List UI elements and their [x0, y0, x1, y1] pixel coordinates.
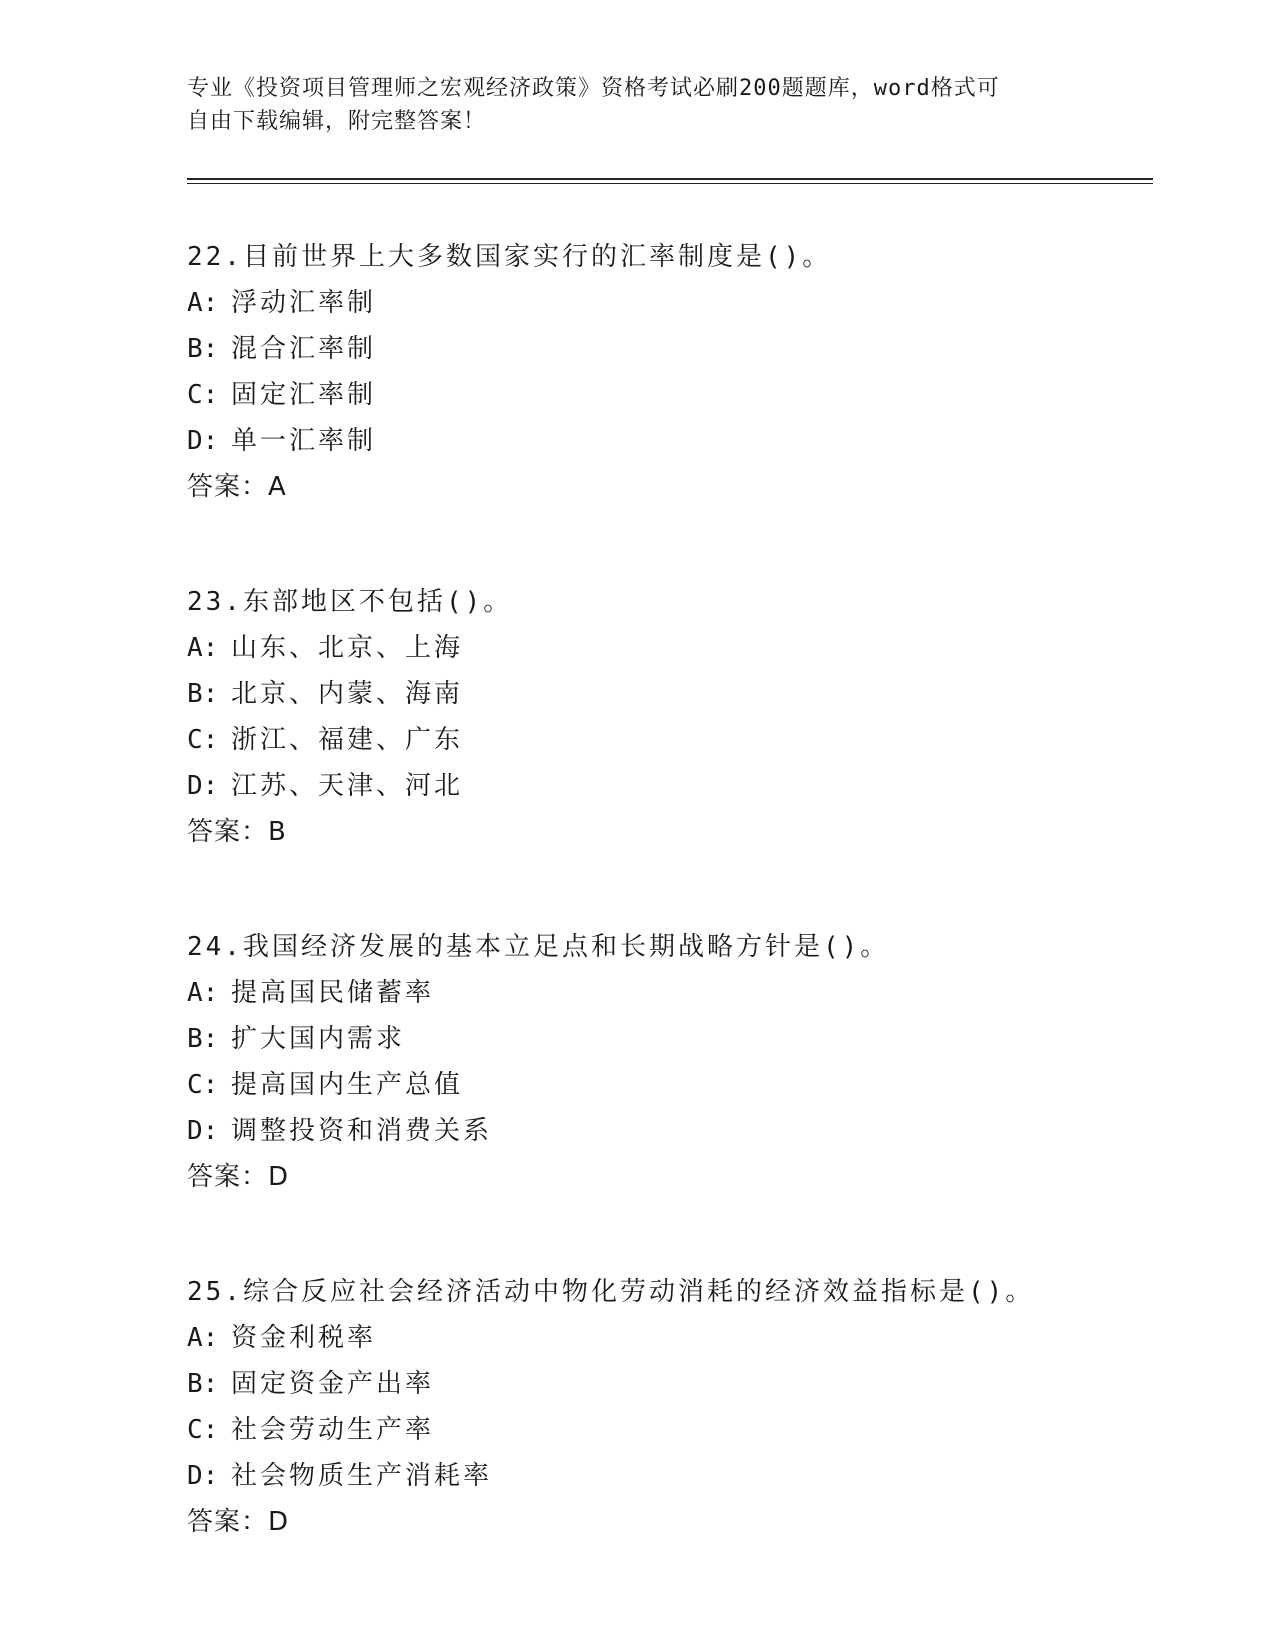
option-a — [187, 970, 1147, 1016]
option-text: 北京、内蒙、海南 — [231, 679, 464, 709]
option-letter: B: — [187, 334, 219, 364]
option-b — [187, 326, 1147, 372]
option-letter: C: — [187, 725, 219, 755]
option-text: 固定资金产出率 — [231, 1369, 435, 1399]
option-letter: B: — [187, 679, 219, 709]
option-c — [187, 1407, 1147, 1453]
option-text: 固定汇率制 — [231, 380, 377, 410]
header-divider-thick — [187, 178, 1153, 180]
question-list — [187, 234, 1147, 1614]
option-letter: A: — [187, 288, 219, 318]
option-letter: A: — [187, 633, 219, 663]
option-a — [187, 280, 1147, 326]
option-text: 提高国内生产总值 — [231, 1070, 464, 1100]
document-header — [187, 72, 1067, 138]
option-b — [187, 671, 1147, 717]
question-block-23 — [187, 579, 1147, 855]
option-text: 提高国民储蓄率 — [231, 978, 435, 1008]
option-text: 扩大国内需求 — [231, 1024, 406, 1054]
question-stem: 22.目前世界上大多数国家实行的汇率制度是()。 — [187, 242, 832, 272]
header-line-2: 自由下载编辑，附完整答案！ — [187, 109, 487, 134]
option-text: 江苏、天津、河北 — [231, 771, 464, 801]
option-letter: B: — [187, 1369, 219, 1399]
header-divider-thin — [187, 183, 1153, 184]
option-letter: A: — [187, 978, 219, 1008]
question-stem: 24.我国经济发展的基本立足点和长期战略方针是()。 — [187, 932, 890, 962]
question-block-22 — [187, 234, 1147, 510]
header-line-1: 专业《投资项目管理师之宏观经济政策》资格考试必刷200题题库，word格式可 — [187, 76, 1000, 101]
option-letter: C: — [187, 1415, 219, 1445]
answer-line: 答案：D — [187, 1162, 290, 1192]
option-c — [187, 1062, 1147, 1108]
option-c — [187, 717, 1147, 763]
option-letter: A: — [187, 1323, 219, 1353]
option-text: 单一汇率制 — [231, 426, 377, 456]
question-block-25 — [187, 1269, 1147, 1545]
option-text: 浙江、福建、广东 — [231, 725, 464, 755]
answer-line: 答案：D — [187, 1507, 290, 1537]
option-letter: D: — [187, 426, 219, 456]
option-a — [187, 625, 1147, 671]
question-stem: 23.东部地区不包括()。 — [187, 587, 513, 617]
option-d — [187, 763, 1147, 809]
question-block-24 — [187, 924, 1147, 1200]
option-d — [187, 1108, 1147, 1154]
option-text: 资金利税率 — [231, 1323, 377, 1353]
option-b — [187, 1016, 1147, 1062]
answer-line: 答案：A — [187, 472, 287, 502]
option-c — [187, 372, 1147, 418]
option-text: 混合汇率制 — [231, 334, 377, 364]
option-letter: C: — [187, 1070, 219, 1100]
answer-line: 答案：B — [187, 817, 287, 847]
option-letter: D: — [187, 1461, 219, 1491]
option-text: 山东、北京、上海 — [231, 633, 464, 663]
option-text: 浮动汇率制 — [231, 288, 377, 318]
option-letter: C: — [187, 380, 219, 410]
option-letter: D: — [187, 771, 219, 801]
question-stem: 25.综合反应社会经济活动中物化劳动消耗的经济效益指标是()。 — [187, 1277, 1035, 1307]
option-b — [187, 1361, 1147, 1407]
option-a — [187, 1315, 1147, 1361]
option-d — [187, 1453, 1147, 1499]
option-d — [187, 418, 1147, 464]
option-text: 社会物质生产消耗率 — [231, 1461, 493, 1491]
option-text: 调整投资和消费关系 — [231, 1116, 493, 1146]
option-letter: D: — [187, 1116, 219, 1146]
option-text: 社会劳动生产率 — [231, 1415, 435, 1445]
option-letter: B: — [187, 1024, 219, 1054]
